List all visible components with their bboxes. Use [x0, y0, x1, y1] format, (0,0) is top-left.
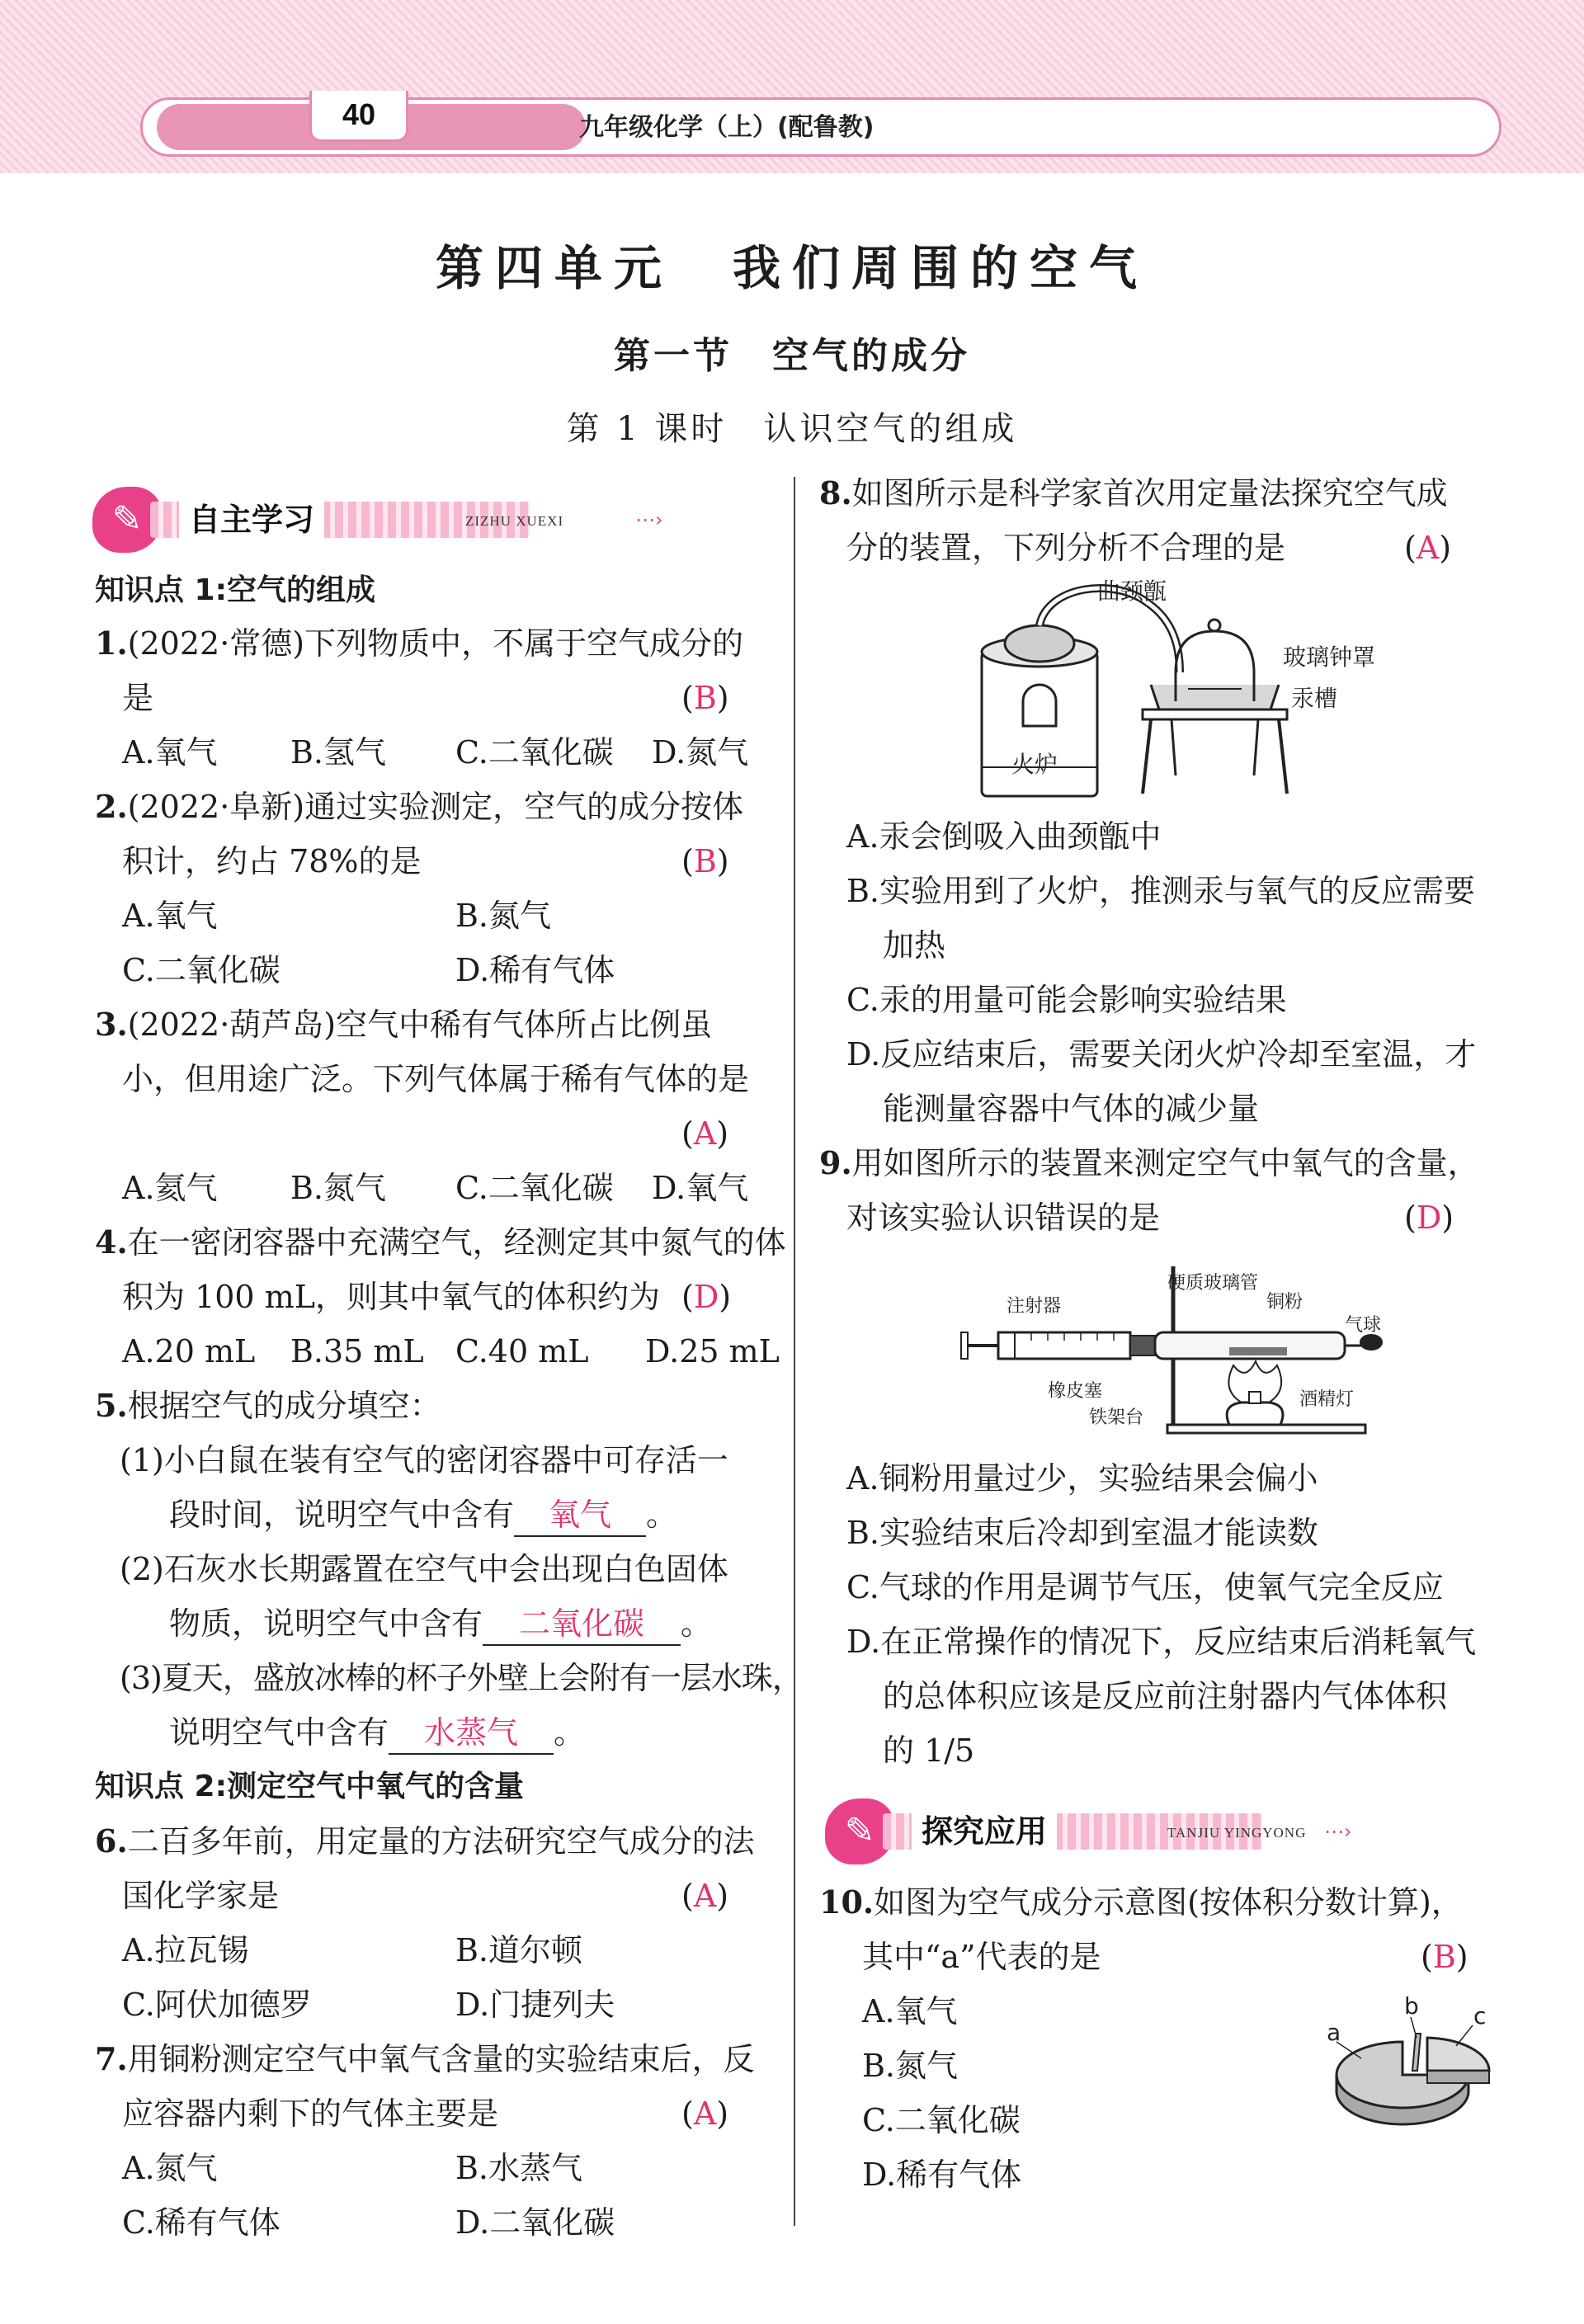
figure-label-iron-stand: 铁架台	[1089, 1407, 1144, 1428]
figure-label-mercury-trough: 汞槽	[1291, 685, 1338, 712]
question-4-option-c: C.40 mL	[455, 1333, 589, 1369]
question-8-option-d-line-2: 能测量容器中气体的减少量	[883, 1091, 1260, 1127]
question-4-option-a: A.20 mL	[122, 1333, 256, 1369]
question-2-option-c: C.二氧化碳	[122, 952, 280, 988]
question-6-option-d: D.门捷列夫	[455, 1987, 615, 2023]
page-number: 40	[309, 91, 408, 142]
question-9-figure	[949, 1250, 1411, 1440]
section-title: 第一节 空气的成分	[614, 335, 970, 377]
lesson-title: 第 1 课时 认识空气的组成	[566, 410, 1018, 448]
question-8-option-b-line-1: B.实验用到了火炉，推测汞与氧气的反应需要	[846, 873, 1476, 909]
question-5-part-2-line-2: 物质，说明空气中含有 二氧化碳 。	[169, 1600, 712, 1647]
question-10-figure	[1312, 1992, 1510, 2149]
question-10-answer: (B)	[1421, 1939, 1468, 1975]
figure-label-retort: 曲颈甑	[1097, 577, 1167, 605]
question-7-option-c: C.稀有气体	[122, 2204, 280, 2241]
question-9-option-d-line-2: 的总体积应该是反应前注射器内气体体积	[883, 1678, 1448, 1714]
question-8-option-b-line-2: 加热	[883, 927, 946, 964]
blank-answer: 氧气	[514, 1494, 646, 1537]
figure-label-balloon: 气球	[1345, 1315, 1382, 1336]
pencil-badge-icon: ✎	[92, 487, 162, 553]
question-10-line-2: 其中“a”代表的是	[862, 1939, 1101, 1975]
question-9-option-b: B.实验结束后冷却到室温才能读数	[846, 1515, 1319, 1551]
question-10-option-d: D.稀有气体	[862, 2157, 1022, 2193]
question-3-line-2: 小，但用途广泛。下列气体属于稀有气体的是	[122, 1061, 750, 1097]
question-3-option-c: C.二氧化碳	[455, 1170, 614, 1206]
figure-label-furnace: 火炉	[1011, 751, 1058, 778]
question-1-line-2: 是	[122, 680, 154, 716]
question-4-line-2: 积为 100 mL，则其中氧气的体积约为	[122, 1279, 660, 1315]
figure-label-alcohol-lamp: 酒精灯	[1299, 1389, 1355, 1410]
question-9-option-c: C.气球的作用是调节气压，使氧气完全反应	[846, 1569, 1444, 1605]
question-10-option-c: C.二氧化碳	[862, 2102, 1021, 2138]
question-6-option-a: A.拉瓦锡	[122, 1932, 249, 1968]
question-3-line-1: 3.(2022·葫芦岛)空气中稀有气体所占比例虽	[95, 1006, 713, 1043]
question-7-line-1: 7.用铜粉测定空气中氧气含量的实验结束后，反	[95, 2040, 755, 2077]
question-9-line-2: 对该实验认识错误的是	[846, 1200, 1161, 1236]
question-2-line-1: 2.(2022·阜新)通过实验测定，空气的成分按体	[95, 788, 744, 825]
banner-pinyin: TANJIU YINGYONG	[1167, 1825, 1307, 1841]
question-4-answer: (D)	[681, 1279, 732, 1315]
question-2-line-2: 积计，约占 78%的是	[122, 843, 422, 879]
question-10-option-a: A.氧气	[862, 1993, 958, 2029]
figure-label-bell-jar: 玻璃钟罩	[1283, 643, 1376, 671]
figure-label-a: a	[1327, 2019, 1341, 2046]
question-1-option-a: A.氧气	[122, 734, 218, 771]
banner-label: 探究应用	[912, 1810, 1057, 1853]
question-9-line-1: 9.用如图所示的装置来测定空气中氧气的含量，	[819, 1144, 1479, 1181]
book-title: 九年级化学（上）(配鲁教)	[579, 113, 874, 142]
question-9-answer: (D)	[1404, 1200, 1454, 1236]
question-6-line-2: 国化学家是	[122, 1878, 280, 1914]
question-10-line-1: 10.如图为空气成分示意图(按体积分数计算)，	[819, 1883, 1463, 1921]
question-5-part-1-line-2: 段时间，说明空气中含有 氧气 。	[169, 1492, 677, 1538]
question-5-part-3-line-1: (3)夏天，盛放冰棒的杯子外壁上会附有一层水珠，	[120, 1660, 803, 1696]
knowledge-point-2: 知识点 2:测定空气中氧气的含量	[95, 1770, 524, 1803]
question-3-option-d: D.氧气	[652, 1170, 749, 1206]
question-2-option-d: D.稀有气体	[455, 952, 615, 988]
question-4-line-1: 4.在一密闭容器中充满空气，经测定其中氮气的体	[95, 1223, 786, 1261]
knowledge-point-1: 知识点 1:空气的组成	[95, 573, 375, 607]
figure-label-c: c	[1473, 2002, 1487, 2029]
question-1-option-b: B.氢气	[290, 734, 387, 771]
question-8-option-a: A.汞会倒吸入曲颈甑中	[846, 818, 1162, 855]
banner-pinyin: ZIZHU XUEXI	[465, 513, 564, 529]
question-2-option-a: A.氧气	[122, 898, 218, 934]
question-7-answer: (A)	[681, 2095, 729, 2132]
figure-label-rubber-stopper: 橡皮塞	[1048, 1381, 1103, 1402]
question-8-option-d-line-1: D.反应结束后，需要关闭火炉冷却至室温，才	[846, 1036, 1477, 1072]
question-2-option-b: B.氮气	[455, 898, 552, 934]
question-9-option-a: A.铜粉用量过少，实验结果会偏小	[846, 1460, 1318, 1497]
question-8-line-1: 8.如图所示是科学家首次用定量法探究空气成	[819, 474, 1448, 511]
question-6-option-b: B.道尔顿	[455, 1932, 583, 1968]
question-5-part-2-line-1: (2)石灰水长期露置在空气中会出现白色固体	[120, 1551, 728, 1587]
figure-label-copper-powder: 铜粉	[1266, 1292, 1304, 1313]
pencil-badge-icon: ✎	[825, 1798, 894, 1864]
question-10-option-b: B.氮气	[862, 2048, 959, 2084]
question-5-part-1-line-1: (1)小白鼠在装有空气的密闭容器中可存活一	[120, 1442, 728, 1478]
question-3-answer: (A)	[681, 1115, 729, 1152]
figure-label-b: b	[1404, 1992, 1419, 2020]
question-6-answer: (A)	[681, 1878, 729, 1914]
question-4-option-d: D.25 mL	[645, 1333, 780, 1369]
question-7-option-b: B.水蒸气	[455, 2150, 583, 2186]
question-1-option-d: D.氮气	[652, 734, 749, 771]
question-5-stem: 5.根据空气的成分填空：	[95, 1387, 441, 1424]
question-9-option-d-line-3: 的 1/5	[883, 1732, 975, 1769]
question-3-option-a: A.氦气	[122, 1170, 218, 1206]
question-8-answer: (A)	[1404, 530, 1452, 566]
question-8-figure	[974, 577, 1485, 800]
explore-banner	[825, 1798, 1402, 1864]
self-study-banner	[92, 487, 670, 553]
question-3-option-b: B.氮气	[290, 1170, 387, 1206]
banner-label: 自主学习	[179, 498, 324, 541]
column-divider	[794, 477, 795, 2226]
question-7-line-2: 应容器内剩下的气体主要是	[122, 2095, 499, 2132]
question-1-line-1: 1.(2022·常德)下列物质中，不属于空气成分的	[95, 625, 744, 662]
figure-label-syringe: 注射器	[1006, 1296, 1062, 1317]
arrow-right-icon: ⋯›	[1324, 1820, 1352, 1843]
unit-title: 第四单元 我们周围的空气	[435, 240, 1148, 296]
blank-answer: 二氧化碳	[483, 1603, 681, 1646]
arrow-right-icon: ⋯›	[635, 508, 663, 531]
question-1-answer: (B)	[681, 680, 729, 716]
question-4-option-b: B.35 mL	[290, 1333, 424, 1369]
question-2-answer: (B)	[681, 843, 729, 879]
question-8-line-2: 分的装置，下列分析不合理的是	[846, 530, 1286, 566]
question-9-option-d-line-1: D.在正常操作的情况下，反应结束后消耗氧气	[846, 1624, 1477, 1660]
question-1-option-c: C.二氧化碳	[455, 734, 614, 771]
question-7-option-d: D.二氧化碳	[455, 2204, 615, 2241]
figure-label-glass-tube: 硬质玻璃管	[1167, 1273, 1259, 1294]
question-6-line-1: 6.二百多年前，用定量的方法研究空气成分的法	[95, 1822, 755, 1860]
question-7-option-a: A.氮气	[122, 2150, 218, 2186]
question-8-option-c: C.汞的用量可能会影响实验结果	[846, 982, 1287, 1018]
blank-answer: 水蒸气	[389, 1712, 554, 1755]
question-5-part-3-line-2: 说明空气中含有 水蒸气 。	[169, 1709, 585, 1756]
question-6-option-c: C.阿伏加德罗	[122, 1987, 312, 2023]
